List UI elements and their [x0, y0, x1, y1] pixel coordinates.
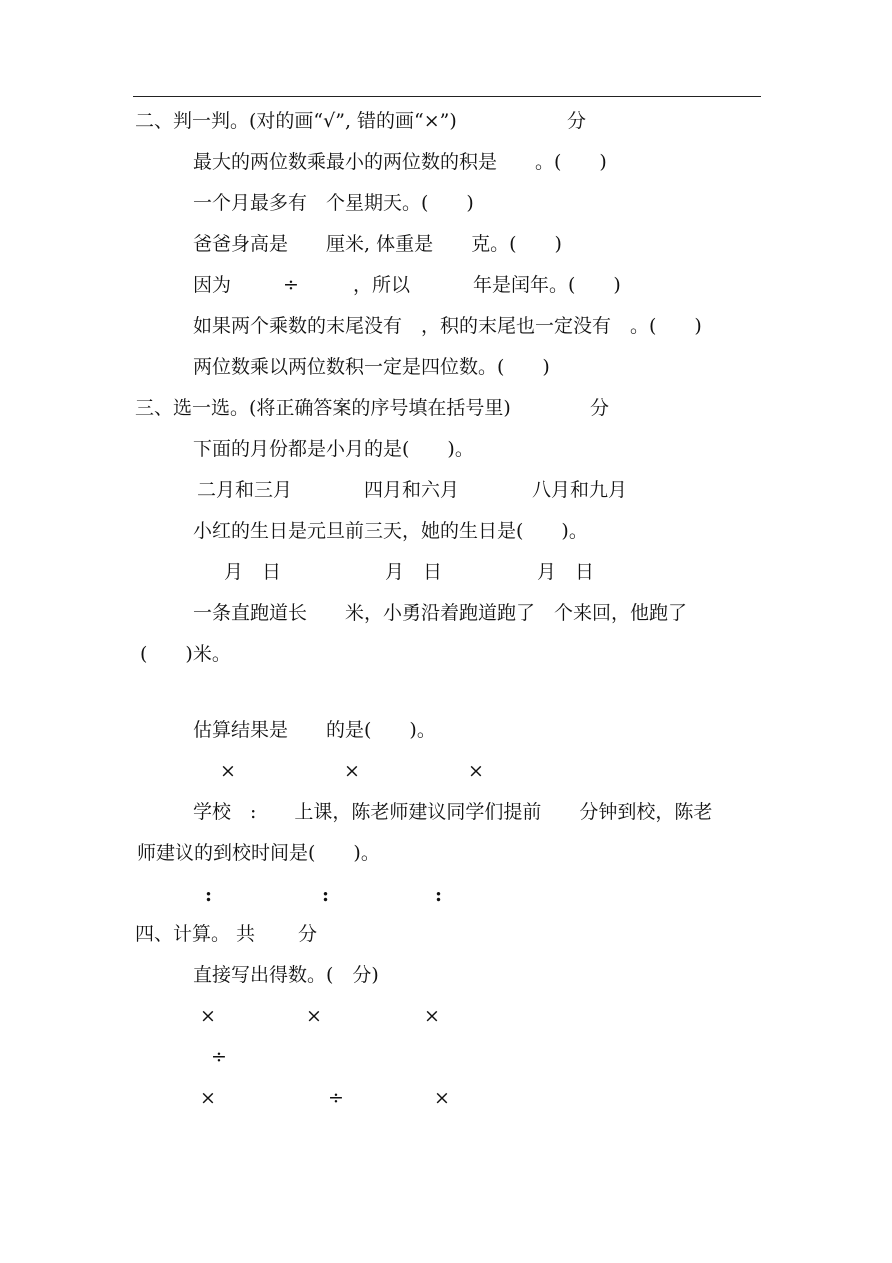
- section4-heading-line: [135, 919, 435, 949]
- option-b: :: [322, 884, 330, 906]
- section2-question-3: 爸爸身高是 厘米, 体重是 克。( ): [193, 233, 562, 255]
- option-c: ×: [468, 760, 484, 782]
- section4-sub-1: 直接写出得数。( 分): [193, 964, 379, 986]
- section3-q2-options: [224, 557, 624, 587]
- calc-item: ×: [424, 1005, 440, 1027]
- option-b: ×: [344, 760, 360, 782]
- section3-q4-options: [220, 756, 520, 786]
- option-b: 月 日: [385, 561, 443, 583]
- header-rule: [133, 96, 761, 97]
- section4-score-unit: 分: [298, 923, 318, 945]
- calc-item: ×: [200, 1005, 216, 1027]
- section3-question-5-line-1: 学校 : 上课，陈老师建议同学们提前 分钟到校，陈老: [193, 801, 713, 823]
- option-b: 四月和六月: [364, 479, 460, 501]
- section2-heading: 二、判一判。(对的画“√”, 错的画“×”): [135, 110, 457, 132]
- calc-item: ÷: [211, 1046, 227, 1068]
- calc-item: ×: [434, 1087, 450, 1109]
- section2-question-4: [193, 270, 653, 300]
- option-c: :: [435, 884, 443, 906]
- q4-middle: ，所以: [353, 274, 411, 296]
- calc-row-1: [200, 1001, 500, 1031]
- section3-question-3-line-2: ( )米。: [140, 643, 231, 665]
- q4-prefix: 因为: [193, 274, 232, 296]
- section3-score-unit: 分: [590, 397, 610, 419]
- section3-question-3-line-1: 一条直跑道长 米，小勇沿着跑道跑了 个来回，他跑了: [193, 602, 688, 624]
- section3-question-2: 小红的生日是元旦前三天，她的生日是( )。: [193, 520, 588, 542]
- calc-item: ×: [306, 1005, 322, 1027]
- option-a: 月 日: [224, 561, 282, 583]
- calc-row-3: [200, 1083, 500, 1113]
- section3-question-4: 估算结果是 的是( )。: [193, 719, 436, 741]
- section3-heading: 三、选一选。(将正确答案的序号填在括号里): [135, 397, 511, 419]
- section2-score-unit: 分: [567, 110, 587, 132]
- section3-q1-options: [197, 475, 657, 505]
- section3-question-1: 下面的月份都是小月的是( )。: [193, 438, 474, 460]
- section2-question-2: 一个月最多有 个星期天。( ): [193, 192, 474, 214]
- q4-suffix: 年是闰年。( ): [473, 274, 621, 296]
- section2-question-1: 最大的两位数乘最小的两位数的积是 。( ): [193, 151, 607, 173]
- calc-row-2: [211, 1042, 311, 1072]
- calc-item: ×: [200, 1087, 216, 1109]
- q4-divide-sign: ÷: [283, 274, 299, 296]
- section4-heading: 四、计算。 共: [135, 923, 256, 945]
- option-a: 二月和三月: [197, 479, 293, 501]
- section3-heading-line: [135, 393, 755, 423]
- option-c: 月 日: [537, 561, 595, 583]
- option-c: 八月和九月: [532, 479, 628, 501]
- section3-question-5-line-2: 师建议的到校时间是( )。: [137, 842, 380, 864]
- section3-q5-options: [205, 880, 465, 910]
- calc-item: ÷: [328, 1087, 344, 1109]
- option-a: :: [205, 884, 213, 906]
- section2-question-6: 两位数乘以两位数积一定是四位数。( ): [193, 356, 550, 378]
- section2-question-5: 如果两个乘数的末尾没有 ，积的末尾也一定没有 。( ): [193, 315, 702, 337]
- section2-heading-line: [135, 106, 755, 136]
- option-a: ×: [220, 760, 236, 782]
